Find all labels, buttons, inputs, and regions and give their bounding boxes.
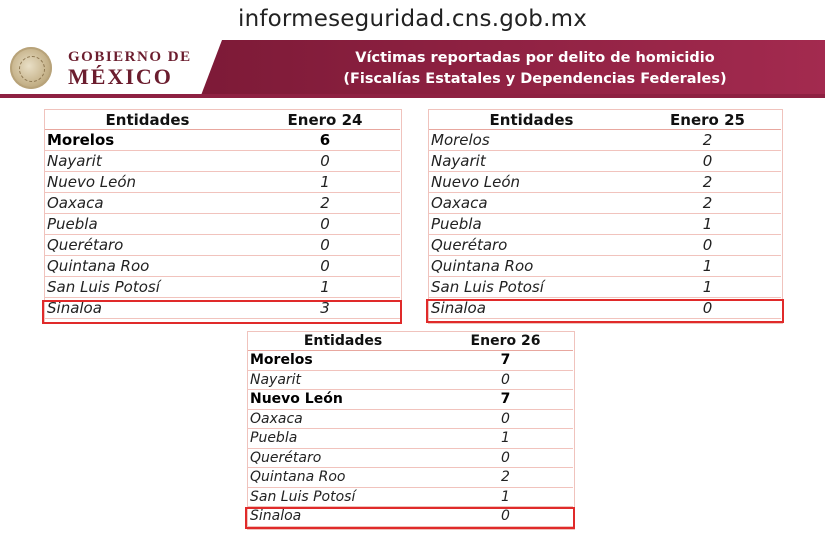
entity-cell: San Luis Potosí xyxy=(248,487,438,507)
value-cell: 3 xyxy=(250,298,400,319)
column-header-entity: Entidades xyxy=(248,332,438,351)
table-row xyxy=(248,351,573,371)
value-cell: 0 xyxy=(634,235,781,256)
banner-title-line2: (Fiscalías Estatales y Dependencias Federales) xyxy=(343,71,727,87)
entity-cell: Querétaro xyxy=(45,235,250,256)
entity-cell: Nayarit xyxy=(248,370,438,390)
value-cell: 0 xyxy=(250,151,400,172)
entity-cell: Nayarit xyxy=(45,151,250,172)
table-row xyxy=(45,130,400,151)
value-cell: 2 xyxy=(438,468,573,488)
table-row xyxy=(45,214,400,235)
table-row xyxy=(45,193,400,214)
value-cell: 6 xyxy=(250,130,400,151)
table-row xyxy=(429,151,781,172)
entity-cell: Puebla xyxy=(429,214,634,235)
value-cell: 1 xyxy=(438,429,573,449)
table-enero-25 xyxy=(429,110,781,319)
value-cell: 1 xyxy=(250,172,400,193)
entity-cell: Quintana Roo xyxy=(248,468,438,488)
table-row xyxy=(248,429,573,449)
value-cell: 0 xyxy=(250,256,400,277)
value-cell: 0 xyxy=(438,370,573,390)
gob-logo-line2: MÉXICO xyxy=(68,64,173,89)
value-cell: 0 xyxy=(250,235,400,256)
value-cell: 2 xyxy=(634,193,781,214)
value-cell: 1 xyxy=(634,214,781,235)
value-cell: 1 xyxy=(634,256,781,277)
entity-cell: Nuevo León xyxy=(248,390,438,410)
entity-cell: Querétaro xyxy=(429,235,634,256)
table-row xyxy=(45,277,400,298)
table-row xyxy=(45,172,400,193)
table-row xyxy=(429,277,781,298)
entity-cell: Oaxaca xyxy=(45,193,250,214)
entity-cell: Puebla xyxy=(45,214,250,235)
table-row xyxy=(429,214,781,235)
value-cell: 0 xyxy=(634,298,781,319)
entity-cell: Puebla xyxy=(248,429,438,449)
table-row xyxy=(429,193,781,214)
table-row xyxy=(248,390,573,410)
table-row xyxy=(248,409,573,429)
entity-cell: Nuevo León xyxy=(45,172,250,193)
entity-cell: San Luis Potosí xyxy=(45,277,250,298)
value-cell: 1 xyxy=(634,277,781,298)
column-header-month: Enero 25 xyxy=(634,110,781,130)
table-row xyxy=(248,370,573,390)
value-cell: 2 xyxy=(250,193,400,214)
header-banner xyxy=(0,40,825,98)
value-cell: 0 xyxy=(438,507,573,527)
entity-cell: Morelos xyxy=(429,130,634,151)
banner-title-line1: Víctimas reportadas por delito de homicidio xyxy=(355,50,715,66)
value-cell: 7 xyxy=(438,390,573,410)
table-enero-24 xyxy=(45,110,400,319)
sinaloa-highlight-box xyxy=(245,507,575,529)
entity-cell: Nuevo León xyxy=(429,172,634,193)
entity-cell: San Luis Potosí xyxy=(429,277,634,298)
table-row xyxy=(429,130,781,151)
entity-cell: Sinaloa xyxy=(248,507,438,527)
column-header-month: Enero 24 xyxy=(250,110,400,130)
entity-cell: Quintana Roo xyxy=(45,256,250,277)
value-cell: 2 xyxy=(634,130,781,151)
table-row xyxy=(248,448,573,468)
table-row xyxy=(429,235,781,256)
address-bar[interactable] xyxy=(0,0,825,38)
value-cell: 1 xyxy=(250,277,400,298)
value-cell: 7 xyxy=(438,351,573,371)
value-cell: 0 xyxy=(438,409,573,429)
sinaloa-highlight-box xyxy=(426,299,784,323)
entity-cell: Sinaloa xyxy=(429,298,634,319)
table-row xyxy=(45,256,400,277)
value-cell: 2 xyxy=(634,172,781,193)
table-row xyxy=(248,487,573,507)
entity-cell: Nayarit xyxy=(429,151,634,172)
banner-title xyxy=(300,48,770,90)
column-header-entity: Entidades xyxy=(429,110,634,130)
value-cell: 0 xyxy=(438,448,573,468)
sinaloa-highlight-box xyxy=(42,300,402,324)
table-row xyxy=(248,468,573,488)
column-header-month: Enero 26 xyxy=(438,332,573,351)
column-header-entity: Entidades xyxy=(45,110,250,130)
table-row xyxy=(45,235,400,256)
url-text: informeseguridad.cns.gob.mx xyxy=(237,6,588,32)
table-row xyxy=(429,256,781,277)
value-cell: 1 xyxy=(438,487,573,507)
table-enero-26 xyxy=(248,332,573,527)
entity-cell: Quintana Roo xyxy=(429,256,634,277)
table-row xyxy=(429,172,781,193)
table-row xyxy=(45,151,400,172)
coat-of-arms-icon xyxy=(10,47,52,89)
value-cell: 0 xyxy=(250,214,400,235)
gob-logo-line1: GOBIERNO DE xyxy=(68,49,192,65)
entity-cell: Oaxaca xyxy=(248,409,438,429)
entity-cell: Oaxaca xyxy=(429,193,634,214)
entity-cell: Morelos xyxy=(248,351,438,371)
entity-cell: Morelos xyxy=(45,130,250,151)
entity-cell: Querétaro xyxy=(248,448,438,468)
value-cell: 0 xyxy=(634,151,781,172)
entity-cell: Sinaloa xyxy=(45,298,250,319)
